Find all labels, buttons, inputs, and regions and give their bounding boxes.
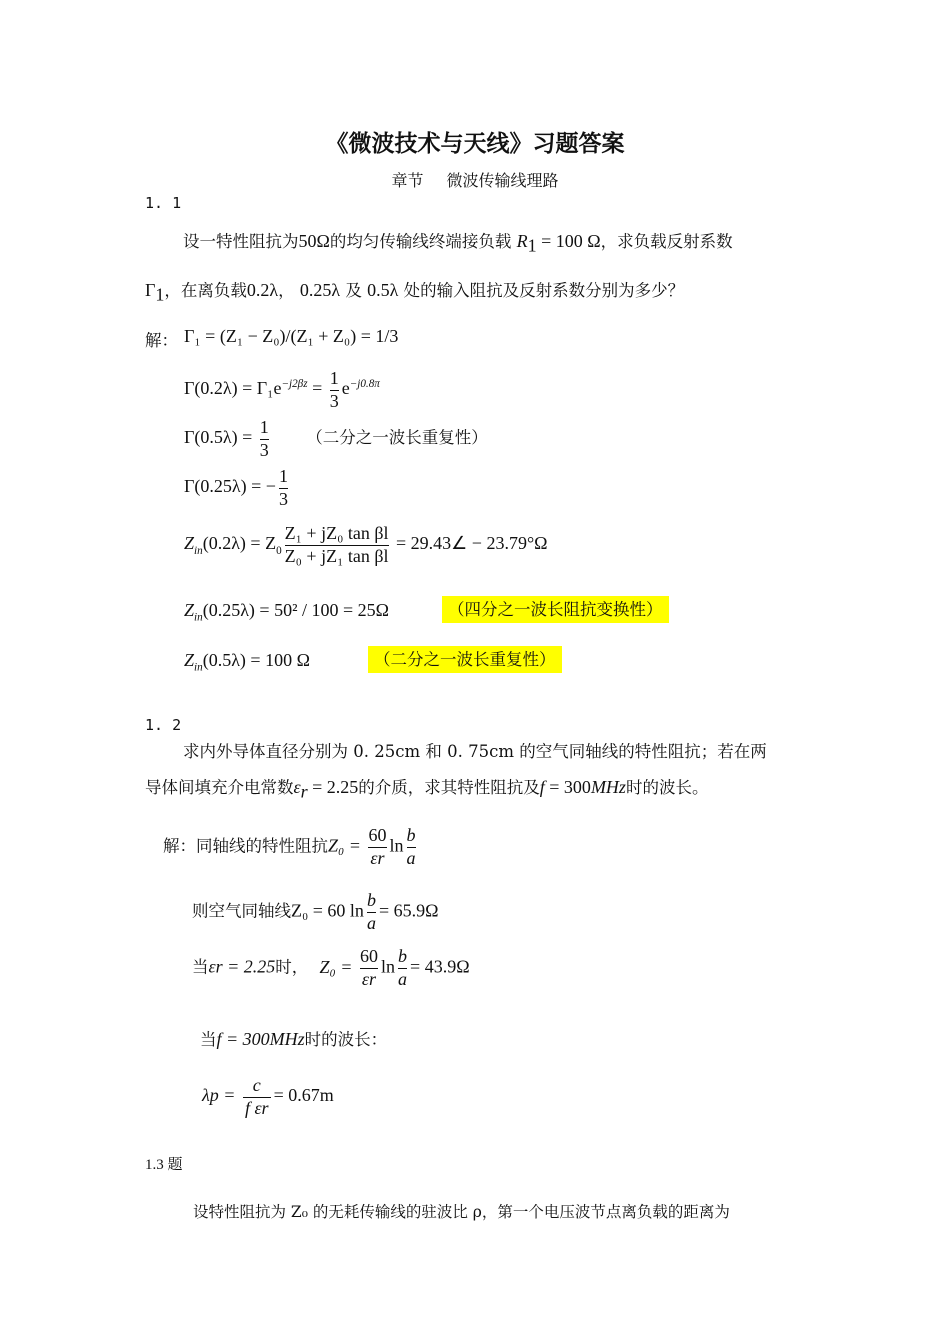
- chapter-subtitle: 章节 微波传输线理路: [391, 171, 559, 190]
- equation-gamma-0-5: Γ(0.5λ) = $\frac{1}{3}$ （二分之一波长重复性）: [184, 417, 488, 460]
- equation-gamma-0-2: $\Gamma(0.2\lambda) = \Gamma_1e^{-j2\beta z}$ = $\frac{1}{3}$ $e^{-j0.8\pi}$: [184, 368, 380, 411]
- equation-zin-0-5: $Z_{in}(0.5\lambda) = 100$ Ω: [184, 650, 310, 674]
- note-half-wave-repeat-highlight: （二分之一波长重复性）: [368, 646, 562, 670]
- problem-1-2-line-2: 导体间填充介电常数$\varepsilon_r = 2.25$的介质，求其特性阻抗及f = 300MHz时的波长。: [145, 777, 709, 802]
- equation-gamma-0-25: Γ(0.25λ) = − $\frac{1}{3}$: [184, 466, 288, 509]
- note-quarter-wave-transform: （四分之一波长阻抗变换性）: [442, 596, 669, 620]
- section-number-1-1: 1. 1: [145, 194, 182, 212]
- page-title: 《微波技术与天线》习题答案: [325, 130, 625, 157]
- solution-label-1-1: 解：: [145, 331, 178, 350]
- solution-1-2-wavelength-intro: 当f = 300MHz时的波长：: [200, 1029, 388, 1049]
- equation-lambda-p: λp = $\frac{c}{\text{f εr}}$ = 0.67m: [202, 1075, 334, 1118]
- problem-1-1-line-1: 设一特性阻抗为50Ω的均匀传输线终端接负载 $R_1 = 100$ Ω，求负载反射系数: [183, 231, 733, 256]
- equation-gamma-1: Γ₁ = (Z₁ − Z₀)/(Z₁ + Z₀) = 1/3: [184, 326, 399, 346]
- equation-zin-0-2: $Z_{in}(0.2\lambda) = Z_0$ $\frac{\text{Z₁ + jZ₀ tan βl}}{\text{Z₀ + jZ₁ tan βl}}$ = 29.43∠ − 23.79°Ω: [184, 523, 548, 566]
- problem-1-3-line-1: 设特性阻抗为 Z₀ 的无耗传输线的驻波比 ρ，第一个电压波节点离负载的距离为: [193, 1203, 730, 1221]
- solution-1-2-coax-impedance: 解：同轴线的特性阻抗Z₀ = $\frac{60}{\varepsilon r}$ ln $\frac{b}{a}$: [163, 825, 416, 868]
- section-number-1-3: 1.3 题: [145, 1157, 183, 1173]
- solution-1-2-dielectric: 当εr = 2.25时， Z₀ = $\frac{60}{\varepsilon r}$ ln $\frac{b}{a}$ = 43.9Ω: [192, 946, 470, 989]
- equation-zin-0-25: $Z_{in}(0.25\lambda) = 50^2 / 100 = 25\Omega$: [184, 600, 389, 624]
- note-half-wave-repeat: （二分之一波长重复性）: [306, 428, 488, 448]
- problem-1-2-line-1: 求内外导体直径分别为 0. 25cm 和 0. 75cm 的空气同轴线的特性阻抗；若在两: [183, 742, 767, 761]
- problem-1-1-line-2: $\Gamma_1$，在离负载0.2λ， 0.25λ 及 0.5λ 处的输入阻抗及反射系数分别为多少？: [145, 280, 685, 305]
- section-number-1-2: 1. 2: [145, 716, 182, 734]
- solution-1-2-air-coax: 则空气同轴线Z₀ = 60 ln $\frac{b}{a}$ = 65.9Ω: [192, 890, 439, 933]
